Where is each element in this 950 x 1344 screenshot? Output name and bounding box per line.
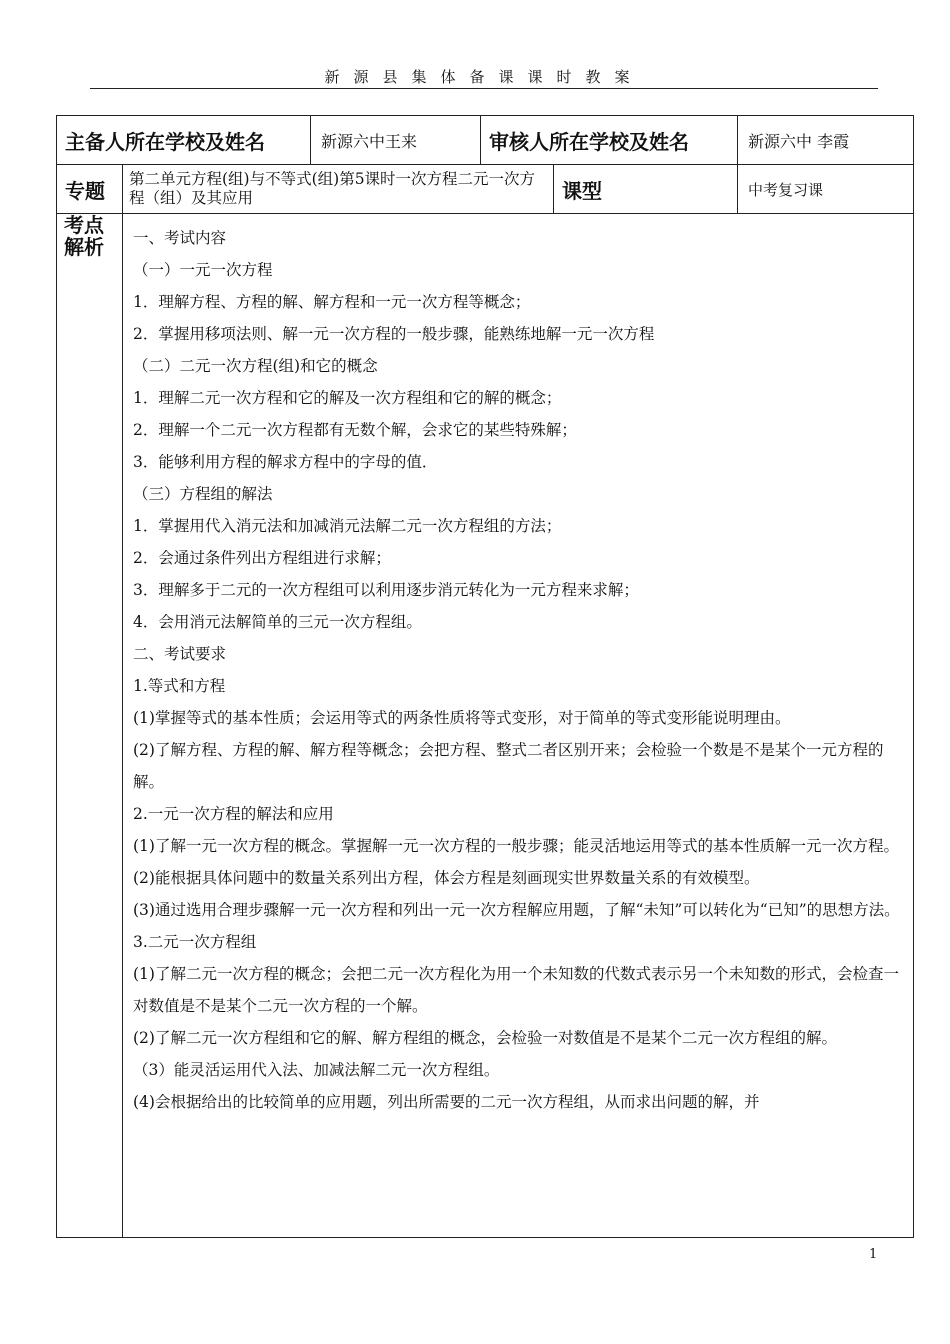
content-line: 2．掌握用移项法则、解一元一次方程的一般步骤，能熟练地解一元一次方程 bbox=[133, 325, 655, 343]
content-line: (2)了解方程、方程的解、解方程等概念；会把方程、整式二者区别开来；会检验一个数是不是某个一元方程的解。 bbox=[133, 741, 884, 791]
content-line: 1.等式和方程 bbox=[133, 677, 226, 695]
content-line: (3)通过选用合理步骤解一元一次方程和列出一元一次方程解应用题，了解“未知”可以转化为“已知”的思想方法。 bbox=[133, 901, 900, 919]
content-line: 3.二元一次方程组 bbox=[133, 933, 257, 951]
header-rule bbox=[90, 88, 878, 89]
topic-label: 专题 bbox=[57, 165, 123, 214]
lesson-plan-table bbox=[56, 115, 914, 1238]
content-line: (1)掌握等式的基本性质；会运用等式的两条性质将等式变形，对于简单的等式变形能说明理由。 bbox=[133, 709, 791, 727]
content-line: 一、考试内容 bbox=[133, 229, 227, 247]
content-line: (4)会根据给出的比较简单的应用题，列出所需要的二元一次方程组，从而求出问题的解，并 bbox=[133, 1093, 760, 1111]
content-line: 2．会通过条件列出方程组进行求解； bbox=[133, 549, 391, 567]
preparer-row bbox=[57, 116, 914, 165]
analysis-row bbox=[57, 214, 914, 1238]
content-line: 3．能够利用方程的解求方程中的字母的值． bbox=[133, 453, 438, 471]
content-line: （三）方程组的解法 bbox=[133, 485, 273, 503]
content-lines bbox=[133, 222, 909, 1118]
content-line: (2)能根据具体问题中的数量关系列出方程，体会方程是刻画现实世界数量关系的有效模型。 bbox=[133, 869, 760, 887]
analysis-label: 考点解析 bbox=[57, 214, 123, 1238]
preparer-value: 新源六中王来 bbox=[311, 116, 481, 165]
content-line: 1．理解方程、方程的解、解方程和一元一次方程等概念； bbox=[133, 293, 531, 311]
page-number: 1 bbox=[869, 1247, 878, 1262]
content-line: （3）能灵活运用代入法、加减法解二元一次方程组。 bbox=[133, 1061, 500, 1079]
content-line: 4．会用消元法解简单的三元一次方程组。 bbox=[133, 613, 422, 631]
content-line: 3．理解多于二元的一次方程组可以利用逐步消元转化为一元方程来求解； bbox=[133, 581, 639, 599]
content-line: (2)了解二元一次方程组和它的解、解方程组的概念，会检验一对数值是不是某个二元一次方程组的解。 bbox=[133, 1029, 837, 1047]
content-line: 1．理解二元一次方程和它的解及一次方程组和它的解的概念； bbox=[133, 389, 562, 407]
content-line: 2.一元一次方程的解法和应用 bbox=[133, 805, 334, 823]
analysis-content bbox=[123, 214, 914, 1238]
topic-row bbox=[57, 165, 914, 214]
reviewer-label: 审核人所在学校及姓名 bbox=[481, 116, 738, 165]
content-line: 二、考试要求 bbox=[133, 645, 227, 663]
content-line: (1)了解一元一次方程的概念。掌握解一元一次方程的一般步骤；能灵活地运用等式的基本性质解一元一次方程。 bbox=[133, 837, 899, 855]
topic-value: 第二单元方程(组)与不等式(组)第5课时一次方程二元一次方程（组）及其应用 bbox=[123, 165, 554, 214]
lesson-type-label: 课型 bbox=[554, 165, 738, 214]
content-line: （二）二元一次方程(组)和它的概念 bbox=[133, 357, 378, 375]
document-header-title: 新源县集体备课课时教案 bbox=[324, 68, 644, 86]
preparer-label: 主备人所在学校及姓名 bbox=[57, 116, 311, 165]
lesson-type-value: 中考复习课 bbox=[738, 165, 914, 214]
content-line: (1)了解二元一次方程的概念；会把二元一次方程化为用一个未知数的代数式表示另一个未知数的形式，会检查一对数值是不是某个二元一次方程的一个解。 bbox=[133, 965, 899, 1015]
content-line: 2．理解一个二元一次方程都有无数个解，会求它的某些特殊解； bbox=[133, 421, 577, 439]
content-line: 1．掌握用代入消元法和加减消元法解二元一次方程组的方法； bbox=[133, 517, 562, 535]
content-line: （一）一元一次方程 bbox=[133, 261, 273, 279]
reviewer-value: 新源六中 李霞 bbox=[738, 116, 914, 165]
